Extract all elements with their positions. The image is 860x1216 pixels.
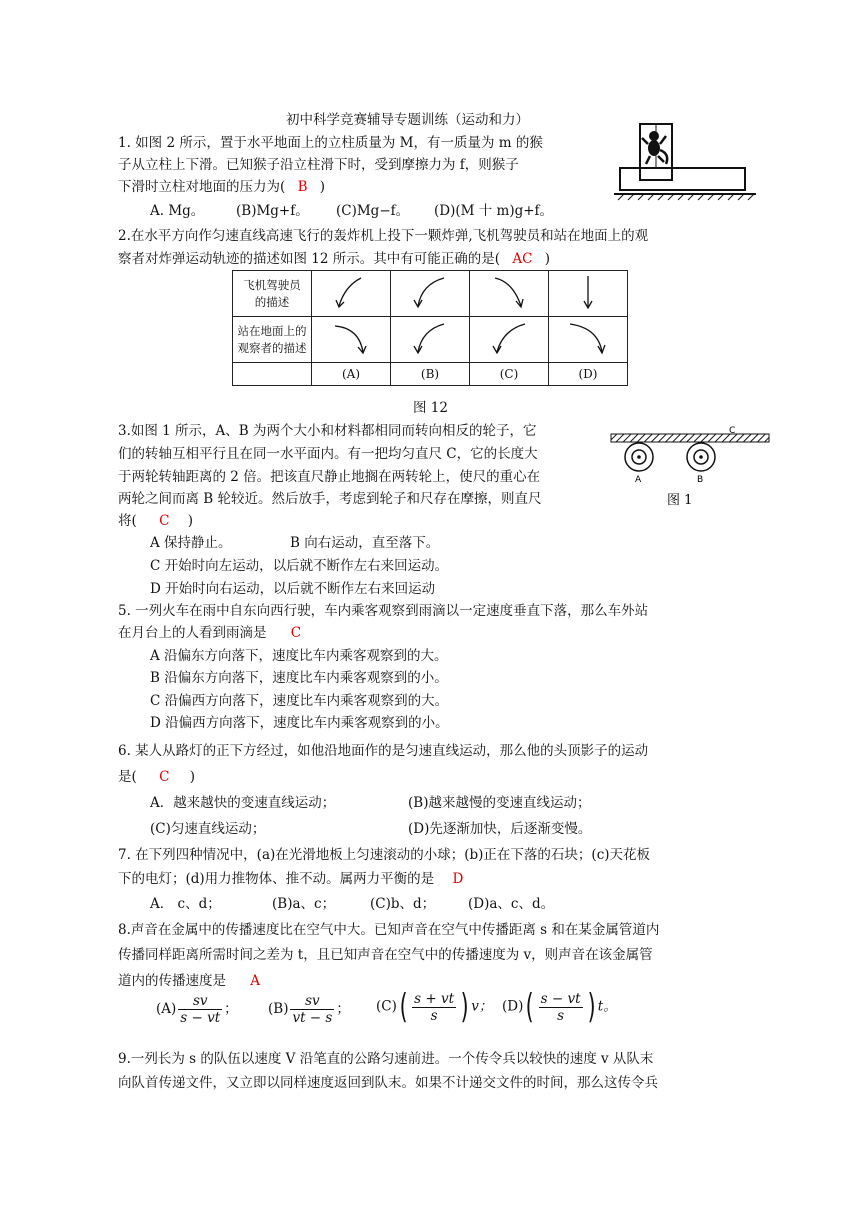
q2-paren-close: ) [544,251,550,267]
observer-cell-c [470,317,549,363]
figure-12-caption: 图 12 [413,400,448,416]
label-b: (B) [391,363,470,386]
q3-option-d: D 开始时向右运动，以后就不断作左右来回运动 [150,581,436,597]
q6-line2: 是( C ) [118,769,195,785]
q5-option-c: C 沿偏西方向落下，速度比车内乘客观察到的大。 [150,693,449,709]
svg-text:A: A [635,475,642,485]
monkey-post-figure [610,120,760,212]
q8-option-c: (C)( $\frac{s + vt}{s}$ ) v； [376,987,493,1027]
q8-line2: 传播同样距离所需时间之差为 t，且已知声音在空气中的传播速度为 v，则声音在该金属管 [118,947,653,963]
q6-line1: 6. 某人从路灯的正下方经过，如他沿地面作的是匀速直线运动，那么他的头顶影子的运动 [118,743,649,759]
pilot-header: 飞机驾驶员 的描述 [233,271,312,317]
observer-cell-a [312,317,391,363]
q1-option-b: (B)Mg+f。 [236,203,309,219]
q8-option-d: (D)( $\frac{s - vt}{s}$ ) t。 [502,987,617,1027]
q3-option-a: A 保持静止。 [150,535,232,551]
q2-line2 [118,247,550,267]
q1-option-c: (C)Mg−f。 [336,203,410,219]
q5-line2: 在月台上的人看到雨滴是 C [118,625,302,641]
q1-line2: 子从立柱上下滑。已知猴子沿立柱滑下时，受到摩擦力为 f，则猴子 [118,157,519,173]
q7-line1: 7. 在下列四种情况中，(a)在光滑地板上匀速滚动的小球；(b)正在下落的石块；(c)天花板 [118,847,651,863]
q1-paren-close: ) [319,179,326,195]
label-d: (D) [549,363,628,386]
q3-line4: 两轮之间而离 B 轮较近。然后放手，考虑到轮子和尺存在摩擦，则直尺 [118,491,542,507]
q6-option-b: (B)越来越慢的变速直线运动； [408,795,591,811]
q5-option-b: B 沿偏东方向落下，速度比车内乘客观察到的小。 [150,670,448,686]
pilot-cell-b [391,271,470,317]
q1-line3 [118,175,325,195]
observer-cell-b [391,317,470,363]
svg-text:B: B [697,475,704,485]
q1-stem-end: 下滑时立柱对地面的压力为( [118,179,286,195]
q8-line1: 8.声音在金属中的传播速度比在空气中大。已知声音在空气中传播距离 s 和在某金属管道内 [118,922,660,938]
q2-line1: 2.在水平方向作匀速直线高速飞行的轰炸机上投下一颗炸弹,飞机驾驶员和站在地面上的观 [118,228,649,244]
q3-line2: 们的转轴互相平行且在同一水平面内。有一把均匀直尺 C，它的长度大 [118,446,538,462]
q3-option-c: C 开始时向左运动，以后就不断作左右来回运动。 [150,558,449,574]
q1-option-a: A. Mg。 [150,203,205,219]
q8-answer: A [250,973,261,989]
q1-option-d: (D)(M 十 m)g+f。 [434,203,554,219]
q1-answer: B [297,179,308,195]
label-c: (C) [470,363,549,386]
page-title: 初中科学竞赛辅导专题训练（运动和力） [286,112,529,128]
wheel-b-icon [687,443,715,471]
label-empty [233,363,312,386]
q6-answer: C [159,769,170,785]
q6-option-c: (C)匀速直线运动； [150,821,266,837]
q3-line3: 于两轮转轴距离的 2 倍。把该直尺静止地搁在两转轮上，使尺的重心在 [118,469,541,485]
q6-option-a: A．越来越快的变速直线运动； [150,795,336,811]
q9-line1: 9.一列长为 s 的队伍以速度 V 沿笔直的公路匀速前进。一个传令兵以较快的速度 v 从队末 [118,1051,654,1067]
q7-answer: D [452,871,464,887]
q7-option-d: (D)a、c、d。 [468,896,555,912]
trajectory-table [232,270,628,386]
q3-answer: C [159,513,170,529]
ruler-wheels-figure [605,424,775,516]
q7-option-a: A． c、d； [150,896,221,912]
q3-option-b: B 向右运动，直至落下。 [290,535,440,551]
svg-text:图 1: 图 1 [667,493,693,508]
q6-option-d: (D)先逐渐加快，后逐渐变慢。 [408,821,592,837]
q7-option-b: (B)a、c； [272,896,336,912]
q5-option-d: D 沿偏西方向落下，速度比车内乘客观察到的小。 [150,715,449,731]
q8-option-a: (A) $\frac{sv}{s - vt}$ ； [156,993,238,1026]
q8-line3: 道内的传播速度是 A [118,973,261,989]
q5-line1: 5. 一列火车在雨中自东向西行驶，车内乘客观察到雨滴以一定速度垂直下落，那么车外站 [118,603,649,619]
observer-header: 站在地面上的 观察者的描述 [233,317,312,363]
observer-cell-d [549,317,628,363]
q3-line5: 将( C ) [118,513,193,529]
pilot-cell-a [312,271,391,317]
q8-option-b: (B) $\frac{sv}{vt - s}$ ； [268,993,350,1026]
wheel-a-icon [625,443,653,471]
label-a: (A) [312,363,391,386]
q5-answer: C [290,625,302,641]
q2-answer: AC [512,251,533,267]
q7-option-c: (C)b、d； [370,896,436,912]
q5-option-a: A 沿偏东方向落下，速度比车内乘客观察到的大。 [150,648,448,664]
q9-line2: 向队首传递文件，又立即以同样速度返回到队末。如果不计递交文件的时间，那么这传令兵 [118,1075,658,1091]
pilot-cell-c [470,271,549,317]
monkey-icon [642,131,667,164]
q1-line1: 1. 如图 2 所示，置于水平地面上的立柱质量为 M，有一质量为 m 的猴 [118,135,543,151]
svg-text:C: C [729,426,736,436]
q7-line2: 下的电灯；(d)用力推物体、推不动。属两力平衡的是 D [118,871,464,887]
q2-stem-end: 察者对炸弹运动轨迹的描述如图 12 所示。其中有可能正确的是( [118,251,501,267]
q3-line1: 3.如图 1 所示，A、B 为两个大小和材料都相同而转向相反的轮子，它 [118,423,537,439]
pilot-cell-d [549,271,628,317]
